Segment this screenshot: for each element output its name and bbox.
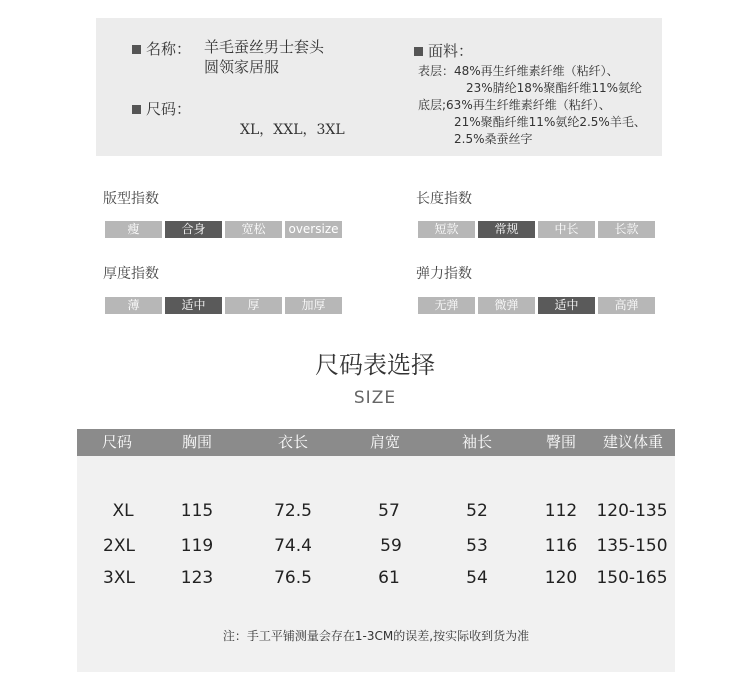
size-table: [77, 429, 675, 672]
product-info-panel: [96, 18, 662, 156]
fabric-line: 2.5%桑蚕丝字: [454, 132, 533, 146]
size-label: 尺码：: [146, 100, 192, 118]
measurement-note: 注：手工平铺测量会存在1-3CM的误差,按实际收到货为准: [222, 629, 530, 643]
elasticity-index-title: 弹力指数: [416, 266, 472, 282]
product-name-line: 羊毛蚕丝男士套头: [204, 38, 325, 56]
cell-sleeve: 52: [466, 501, 488, 521]
header-sleeve: 袖长: [461, 433, 492, 451]
header-weight: 建议体重: [602, 433, 663, 451]
cell-shoulder: 57: [378, 501, 400, 521]
length-index-options: [418, 221, 655, 238]
cell-weight: 135-150: [596, 536, 668, 556]
fabric-label: 面料：: [428, 42, 474, 60]
header-chest: 胸围: [181, 433, 212, 451]
fit-index-options: [105, 221, 342, 238]
cell-shoulder: 61: [378, 568, 400, 588]
length-option: 长款: [598, 221, 655, 238]
size-label-row: [132, 98, 191, 119]
product-name: [204, 37, 324, 77]
header-hip: 臀围: [545, 433, 576, 451]
cell-sleeve: 53: [466, 536, 488, 556]
header-length: 衣长: [277, 433, 308, 451]
name-label-row: [132, 38, 191, 59]
thickness-option: 加厚: [285, 297, 342, 314]
product-name-line: 圆领家居服: [204, 58, 280, 76]
fit-option: 宽松: [225, 221, 282, 238]
cell-hip: 120: [544, 568, 578, 588]
thickness-index-options: [105, 297, 342, 314]
cell-size: 2XL: [103, 536, 135, 556]
bullet-square-icon: [414, 47, 423, 56]
length-index-title: 长度指数: [416, 191, 472, 207]
name-label: 名称：: [146, 40, 192, 58]
cell-sleeve: 54: [466, 568, 488, 588]
size-table-header: [77, 429, 675, 456]
thickness-option: 厚: [225, 297, 282, 314]
cell-weight: 120-135: [596, 501, 668, 521]
cell-shoulder: 59: [380, 536, 402, 556]
cell-length: 72.5: [274, 501, 312, 521]
fabric-line: 23%腈纶18%聚酯纤维11%氨纶: [466, 81, 643, 95]
elasticity-option: 微弹: [478, 297, 535, 314]
elasticity-index-options: [418, 297, 655, 314]
cell-size: XL: [112, 501, 134, 521]
cell-length: 74.4: [274, 536, 312, 556]
cell-hip: 116: [544, 536, 578, 556]
header-shoulder: 肩宽: [369, 433, 400, 451]
fabric-line: 表层：48%再生纤维素纤维（粘纤）、: [418, 64, 619, 78]
cell-size: 3XL: [103, 568, 135, 588]
bullet-square-icon: [132, 105, 141, 114]
fit-option-selected: 合身: [165, 221, 222, 238]
thickness-option: 薄: [105, 297, 162, 314]
bullet-square-icon: [132, 45, 141, 54]
thickness-index-title: 厚度指数: [103, 266, 159, 282]
fit-option: 瘦: [105, 221, 162, 238]
cell-chest: 123: [180, 568, 214, 588]
fit-option: oversize: [285, 221, 342, 238]
cell-chest: 115: [180, 501, 214, 521]
cell-hip: 112: [544, 501, 578, 521]
size-value: XL，XXL，3XL: [240, 122, 345, 138]
length-option-selected: 常规: [478, 221, 535, 238]
size-chart-subtitle: SIZE: [353, 388, 397, 408]
elasticity-option: 高弹: [598, 297, 655, 314]
cell-chest: 119: [180, 536, 214, 556]
size-chart-title: 尺码表选择: [315, 351, 435, 379]
elasticity-option-selected: 适中: [538, 297, 595, 314]
length-option: 短款: [418, 221, 475, 238]
cell-length: 76.5: [274, 568, 312, 588]
fabric-line: 底层;63%再生纤维素纤维（粘纤）、: [418, 98, 611, 112]
cell-weight: 150-165: [596, 568, 668, 588]
elasticity-option: 无弹: [418, 297, 475, 314]
header-size: 尺码: [101, 433, 132, 451]
thickness-option-selected: 适中: [165, 297, 222, 314]
fabric-label-row: [414, 40, 473, 61]
length-option: 中长: [538, 221, 595, 238]
fit-index-title: 版型指数: [103, 191, 159, 207]
fabric-line: 21%聚酯纤维11%氨纶2.5%羊毛、: [454, 115, 646, 129]
